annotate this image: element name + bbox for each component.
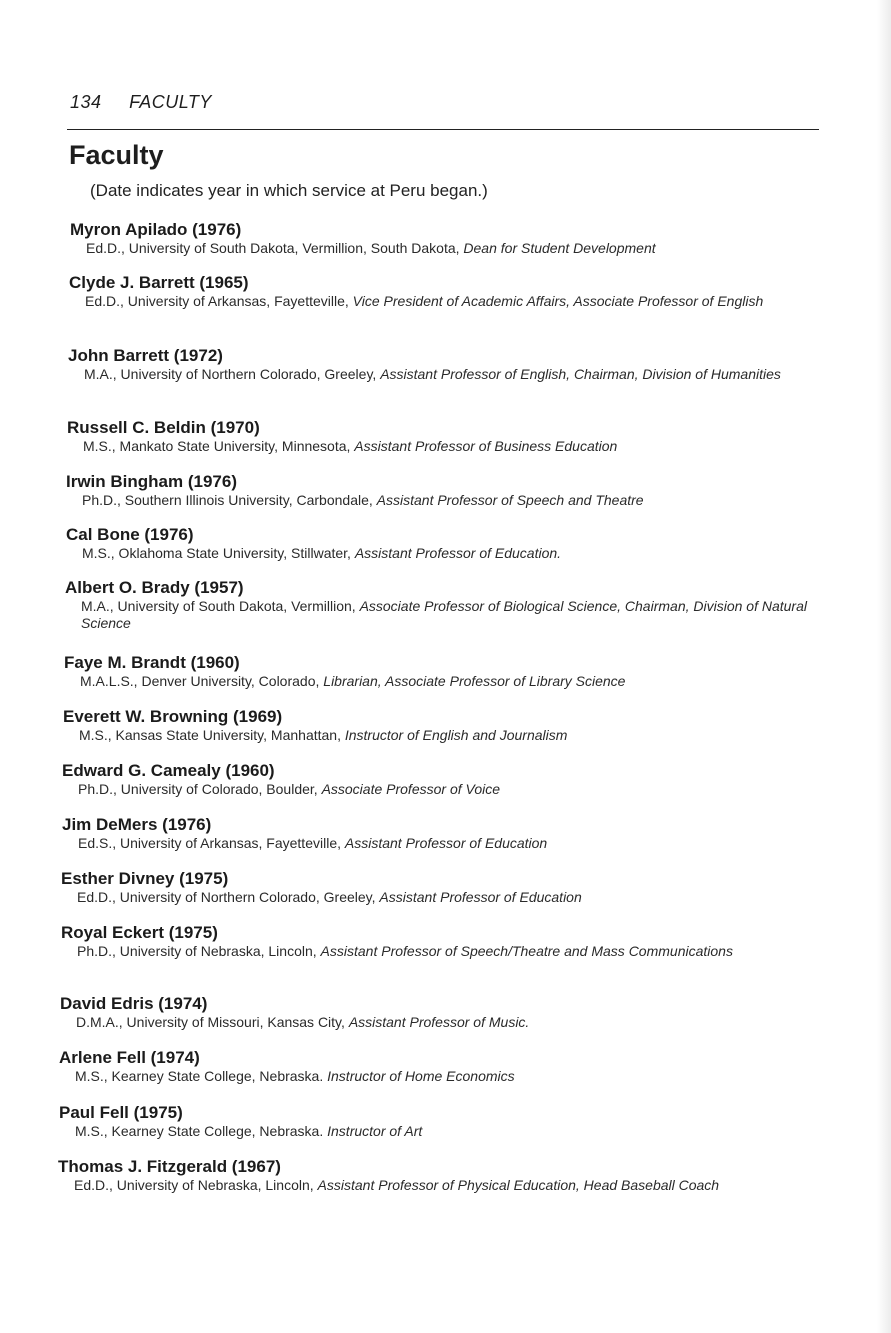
faculty-name: Paul Fell (1975) [59,1103,183,1122]
faculty-credentials: Ed.D., University of South Dakota, Vermillion, South Dakota, [86,240,464,256]
faculty-entry-john-barrett [68,346,819,383]
faculty-description [81,598,816,632]
faculty-description [78,781,813,798]
faculty-title: Instructor of English and Journalism [344,727,568,743]
faculty-entry-browning [63,707,814,744]
faculty-title: Assistant Professor of Speech and Theatre [376,492,644,508]
faculty-credentials: M.S., Mankato State University, Minnesota, [83,438,355,454]
faculty-description [80,673,815,690]
faculty-name: Myron Apilado (1976) [70,220,242,239]
faculty-description [85,293,820,310]
running-title: FACULTY [129,92,212,112]
faculty-name: Faye M. Brandt (1960) [64,653,240,672]
faculty-entry-clyde-barrett [69,273,820,310]
faculty-entry-brady [65,578,816,632]
faculty-title: Instructor of Home Economics [327,1068,515,1084]
faculty-entry-divney [61,869,812,906]
faculty-description [82,492,817,509]
faculty-description [74,1177,809,1194]
faculty-description [82,545,817,562]
faculty-entry-fitzgerald [58,1157,809,1194]
faculty-entry-brandt [64,653,815,690]
faculty-entry-eckert [61,923,812,960]
faculty-title: Associate Professor of Biological Science, Chairman, Division of Natural Science [81,598,807,631]
faculty-title: Assistant Professor of Speech/Theatre and Mass Communications [320,943,733,959]
faculty-credentials: M.S., Kansas State University, Manhattan, [79,727,345,743]
faculty-credentials: M.A.L.S., Denver University, Colorado, [80,673,324,689]
faculty-description [84,366,819,383]
faculty-entry-bone [66,525,817,562]
faculty-name: Edward G. Camealy (1960) [62,761,275,780]
faculty-name: Albert O. Brady (1957) [65,578,244,597]
faculty-entry-demers [62,815,813,852]
faculty-entry-beldin [67,418,818,455]
faculty-title: Instructor of Art [327,1123,423,1139]
faculty-credentials: M.S., Kearney State College, Nebraska. [75,1068,328,1084]
faculty-name: Thomas J. Fitzgerald (1967) [58,1157,281,1176]
faculty-description [75,1068,810,1085]
faculty-credentials: M.S., Oklahoma State University, Stillwater, [82,545,355,561]
faculty-title: Dean for Student Development [463,240,656,256]
faculty-entry-camealy [62,761,813,798]
faculty-title: Assistant Professor of Music. [348,1014,530,1030]
section-title: Faculty [69,140,164,170]
faculty-name: Cal Bone (1976) [66,525,194,544]
faculty-entry-bingham [66,472,817,509]
faculty-credentials: Ed.D., University of Nebraska, Lincoln, [74,1177,318,1193]
faculty-title: Assistant Professor of Education. [354,545,562,561]
faculty-entry-paul-fell [59,1103,810,1140]
page-edge-shadow [877,0,891,1333]
faculty-description [77,943,812,960]
faculty-credentials: Ph.D., University of Colorado, Boulder, [78,781,322,797]
faculty-credentials: M.S., Kearney State College, Nebraska. [75,1123,328,1139]
faculty-description [79,727,814,744]
running-header [70,92,212,113]
faculty-name: David Edris (1974) [60,994,208,1013]
faculty-credentials: M.A., University of Northern Colorado, Greeley, [84,366,381,382]
faculty-credentials: Ph.D., University of Nebraska, Lincoln, [77,943,321,959]
faculty-entry-arlene-fell [59,1048,810,1085]
faculty-title: Assistant Professor of English, Chairman, Division of Humanities [380,366,781,382]
faculty-name: Russell C. Beldin (1970) [67,418,260,437]
faculty-name: Everett W. Browning (1969) [63,707,283,726]
faculty-description [83,438,818,455]
faculty-description [78,835,813,852]
faculty-name: Royal Eckert (1975) [61,923,218,942]
faculty-title: Assistant Professor of Education [379,889,582,905]
faculty-name: Jim DeMers (1976) [62,815,212,834]
intro-note: (Date indicates year in which service at Peru began.) [90,181,488,200]
header-rule [67,129,819,130]
faculty-name: Arlene Fell (1974) [59,1048,200,1067]
faculty-name: Clyde J. Barrett (1965) [69,273,249,292]
faculty-title: Librarian, Associate Professor of Library Science [323,673,626,689]
faculty-credentials: M.A., University of South Dakota, Vermillion, [81,598,360,614]
faculty-credentials: Ed.D., University of Arkansas, Fayetteville, [85,293,353,309]
faculty-description [86,240,821,257]
faculty-name: John Barrett (1972) [68,346,223,365]
faculty-title: Associate Professor of Voice [321,781,501,797]
faculty-title: Vice President of Academic Affairs, Associate Professor of English [352,293,764,309]
faculty-name: Esther Divney (1975) [61,869,229,888]
page-number: 134 [70,92,102,112]
faculty-title: Assistant Professor of Education [344,835,548,851]
faculty-description [76,1014,811,1031]
faculty-name: Irwin Bingham (1976) [66,472,237,491]
faculty-description [77,889,812,906]
faculty-credentials: Ph.D., Southern Illinois University, Carbondale, [82,492,377,508]
faculty-description [75,1123,810,1140]
faculty-title: Assistant Professor of Business Education [354,438,618,454]
faculty-credentials: D.M.A., University of Missouri, Kansas City, [76,1014,349,1030]
faculty-entry-apilado [70,220,821,257]
faculty-credentials: Ed.D., University of Northern Colorado, Greeley, [77,889,380,905]
faculty-title: Assistant Professor of Physical Education, Head Baseball Coach [317,1177,720,1193]
faculty-entry-edris [60,994,811,1031]
faculty-credentials: Ed.S., University of Arkansas, Fayetteville, [78,835,345,851]
